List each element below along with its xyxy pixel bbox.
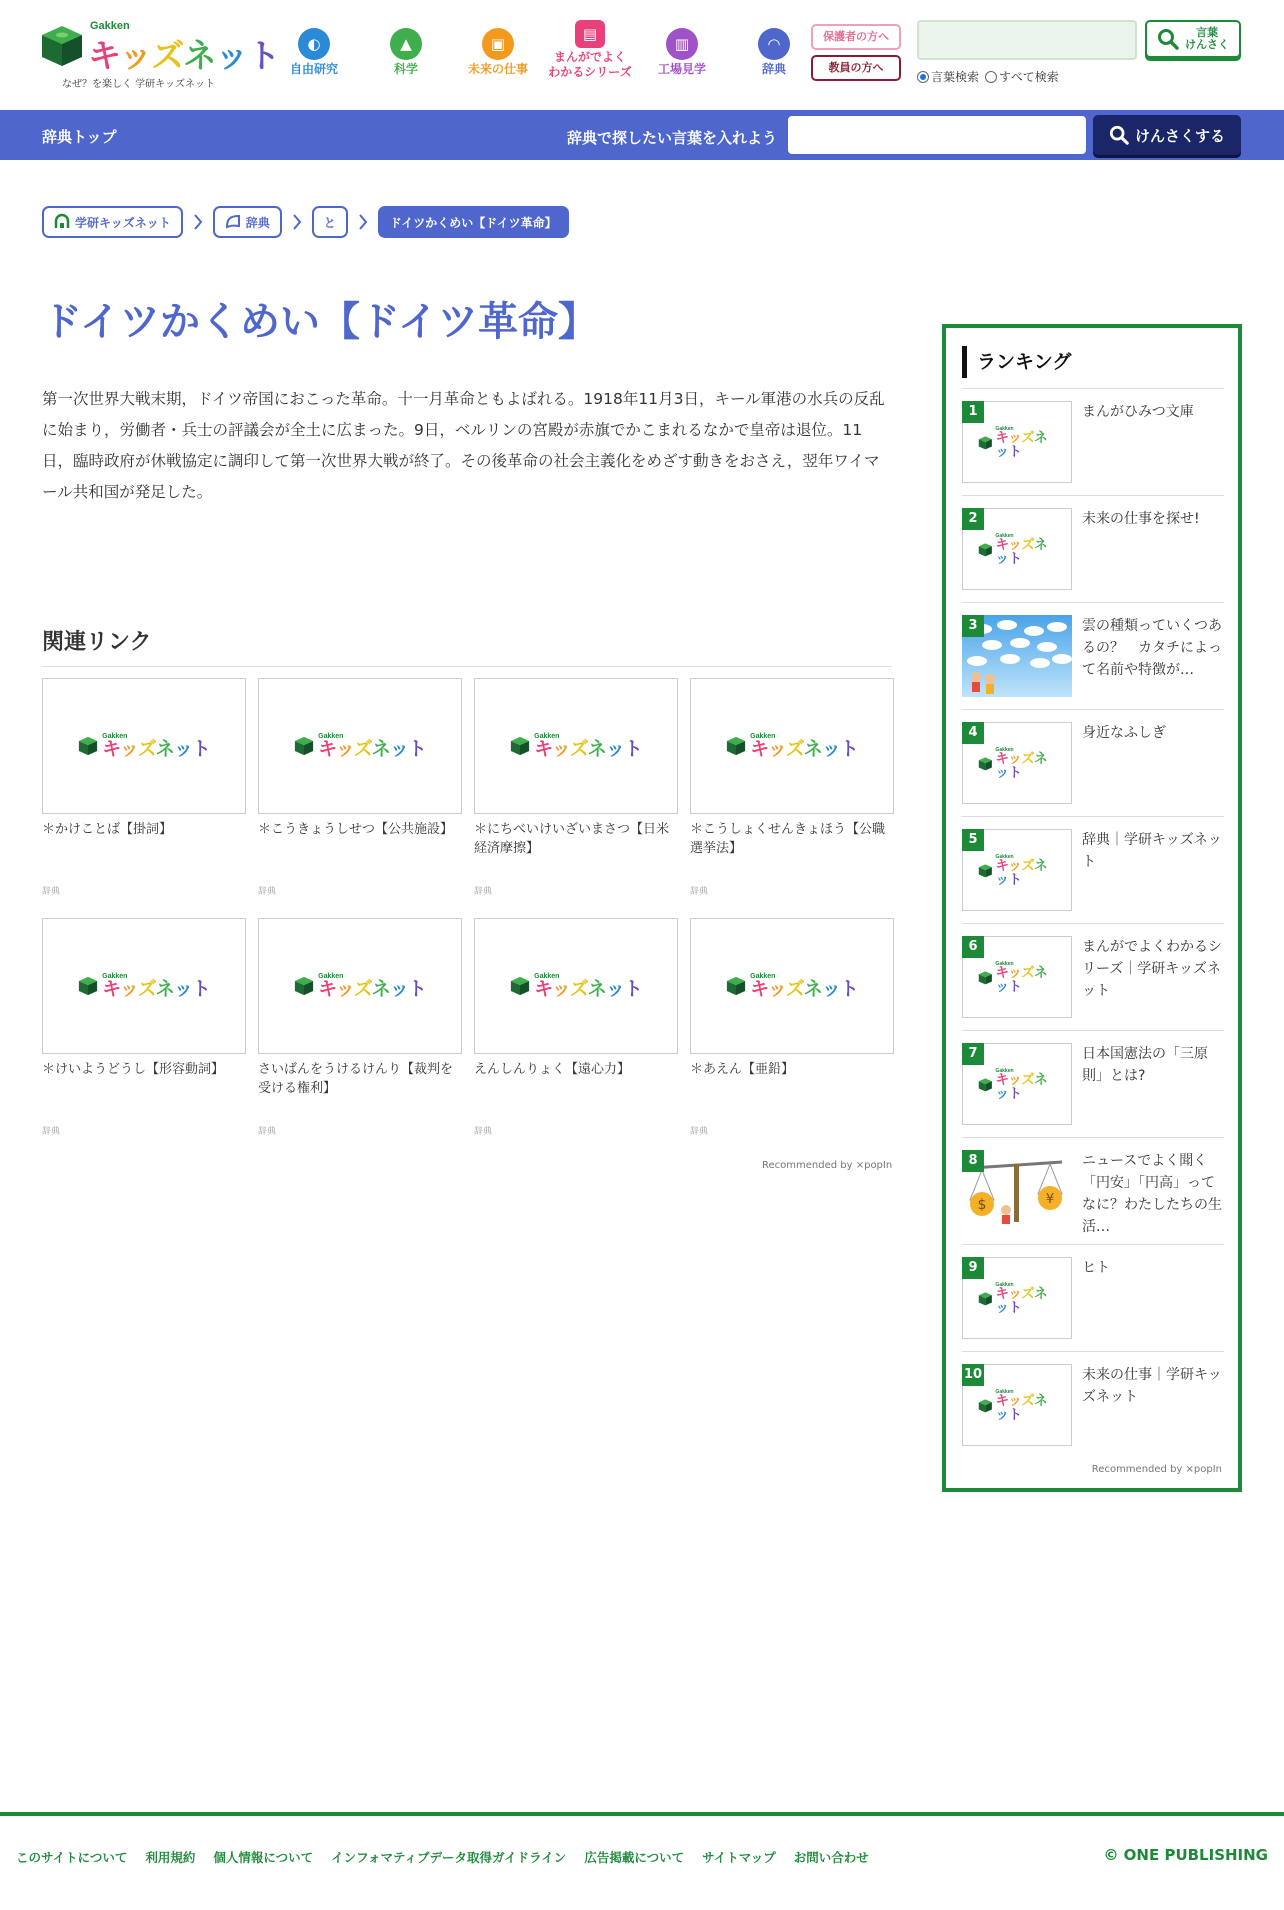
footer-links [16,1848,869,1866]
radio-word-search[interactable]: 言葉検索 [917,68,979,85]
related-link-title: えんしんりょく【遠心力】 [474,1062,631,1077]
related-link-card[interactable] [474,918,678,1140]
ranking-title: ヒト [1082,1260,1110,1276]
ranking-item[interactable] [962,1137,1224,1244]
breadcrumb-dictionary[interactable]: 辞典 [213,206,282,238]
search-icon [1109,125,1129,145]
breadcrumb-letter[interactable]: と [312,206,348,238]
ranking-title: 身近なふしぎ [1082,725,1166,741]
related-link-card[interactable] [42,918,246,1140]
breadcrumb-home[interactable]: 学研キッズネット [42,206,183,238]
dictionary-icon: ◠ [758,28,790,60]
footer-link[interactable]: インフォマティブデータ取得ガイドライン [331,1850,567,1865]
kidsnet-logo-icon: Gakken キッズネット [294,733,426,759]
dictionary-search-bar [0,110,1284,160]
cube-logo-icon [40,24,84,68]
related-link-thumbnail [42,678,246,814]
nav-jiyu-kenkyu[interactable]: ◐ 自由研究 [268,20,360,88]
recommended-by-popin[interactable]: Recommended by ⨯popIn [1091,1464,1222,1475]
related-link-thumbnail [474,918,678,1054]
kidsnet-logo-icon: Gakken キッズネット [978,1068,1056,1100]
kidsnet-logo-icon: Gakken キッズネット [294,973,426,999]
related-link-thumbnail [42,918,246,1054]
search-scope [917,68,1059,85]
related-links-grid [42,678,894,1140]
related-link-card[interactable] [690,678,894,900]
related-link-thumbnail [690,678,894,814]
footer-link[interactable]: 広告掲載について [584,1850,685,1865]
rank-number: 6 [962,936,984,958]
ranking-title: 雲の種類っていくつあるの？ カタチによって名前や特徴が… [1082,618,1222,678]
related-link-category: 辞典 [474,1127,493,1137]
flask-icon: ◐ [298,28,330,60]
related-link-title: ＊あえん【亜鉛】 [690,1062,795,1077]
nav-kojo-kengaku[interactable]: ▥ 工場見学 [636,20,728,88]
kidsnet-logo-icon: Gakken キッズネット [978,533,1056,565]
ranking-item[interactable] [962,495,1224,602]
copyright: © ONE PUBLISHING [1103,1846,1268,1864]
related-link-card[interactable] [474,678,678,900]
rank-number: 3 [962,615,984,637]
dictionary-search-button[interactable]: けんさくする [1093,115,1241,155]
nav-jiten[interactable]: ◠ 辞典 [728,20,820,88]
kidsnet-logo-icon: Gakken キッズネット [978,426,1056,458]
kidsnet-logo-icon: Gakken キッズネット [978,1282,1056,1314]
related-link-thumbnail [258,918,462,1054]
ranking-item[interactable] [962,388,1224,495]
kidsnet-logo-icon: Gakken キッズネット [510,733,642,759]
factory-icon: ▥ [666,28,698,60]
divider [42,666,892,667]
related-link-category: 辞典 [690,1127,709,1137]
kidsnet-logo-icon: Gakken キッズネット [78,733,210,759]
global-nav [268,20,820,88]
related-link-category: 辞典 [258,1127,277,1137]
logo-tagline: なぜ？を楽しく 学研キッズネット [62,79,215,90]
for-parents-button[interactable]: 保護者の方へ [811,24,901,50]
nav-kagaku[interactable]: ▲ 科学 [360,20,452,88]
nav-mirai-shigoto[interactable]: ▣ 未来の仕事 [452,20,544,88]
kidsnet-logo-icon: Gakken キッズネット [726,973,858,999]
rank-number: 2 [962,508,984,530]
related-link-title: ＊こうしょくせんきょほう【公職選挙法】 [690,822,886,856]
for-teachers-button[interactable]: 教員の方へ [811,55,901,81]
footer-divider [0,1812,1284,1816]
svg-text:¥: ¥ [1045,1192,1055,1207]
ranking-item[interactable] [962,602,1224,709]
related-link-card[interactable] [690,918,894,1140]
chevron-right-icon [282,213,312,231]
ranking-title: ニュースでよく聞く「円安」「円高」ってなに？わたしたちの生活… [1082,1153,1222,1235]
related-link-category: 辞典 [690,887,709,897]
home-icon [54,214,70,230]
search-icon [1157,28,1179,50]
dictionary-search-input[interactable] [788,116,1086,154]
ranking-item[interactable] [962,816,1224,923]
kidsnet-logo-icon: Gakken キッズネット [978,961,1056,993]
rank-number: 9 [962,1257,984,1279]
related-link-thumbnail [690,918,894,1054]
related-link-card[interactable] [42,678,246,900]
rank-number: 4 [962,722,984,744]
rank-number: 8 [962,1150,984,1172]
kidsnet-logo-icon: Gakken キッズネット [726,733,858,759]
role-buttons [811,24,901,86]
dictionary-search-prompt: 辞典で探したい言葉を入れよう [567,129,778,147]
kidsnet-logo-icon: Gakken キッズネット [978,854,1056,886]
rank-number: 7 [962,1043,984,1065]
radio-all-search[interactable]: すべて検索 [985,68,1059,85]
related-link-category: 辞典 [42,887,61,897]
ranking-item[interactable] [962,1030,1224,1137]
search-btn-line2: けんさく [1185,38,1229,51]
header-search [917,20,1229,84]
related-link-category: 辞典 [42,1127,61,1137]
rank-number: 1 [962,401,984,423]
kidsnet-logo-icon: Gakken キッズネット [78,973,210,999]
search-btn-line1: 言葉 [1196,26,1218,39]
ranking-item[interactable] [962,1244,1224,1351]
rank-number: 10 [962,1364,984,1386]
dictionary-icon [225,214,241,230]
related-link-card[interactable] [258,918,462,1140]
chevron-right-icon [348,213,378,231]
rank-number: 5 [962,829,984,851]
related-link-title: ＊にちべいけいざいまさつ【日米経済摩擦】 [474,822,670,856]
ranking-title: 未来の仕事｜学研キッズネット [1082,1367,1222,1405]
kidsnet-logo-icon: Gakken キッズネット [978,747,1056,779]
site-logo[interactable] [40,18,280,90]
related-link-category: 辞典 [258,887,277,897]
manga-icon: ▤ [575,20,605,48]
breadcrumb [42,206,569,238]
header-search-input[interactable] [917,20,1137,60]
article-body: 第一次世界大戦末期，ドイツ帝国におこった革命。十一月革命ともよばれる。1918年11月3日，キール軍港の水兵の反乱に始まり，労働者・兵士の評議会が全土に広まった。9日，ベルリンの宮殿が赤旗でかこまれるなかで皇帝は退位。11日，臨時政府が休戦協定に調印して第一次世界大戦が終了。その後革命の社会主義化をめざす動きをおさえ，翌年ワイマール共和国が発足した。 [42,390,885,501]
ranking-list [962,388,1224,1458]
related-link-thumbnail [474,678,678,814]
nav-manga-series[interactable]: ▤ まんがでよく わかるシリーズ [544,20,636,88]
site-header [0,0,1284,110]
ranking-item[interactable] [962,923,1224,1030]
beaker-icon: ▲ [390,28,422,60]
footer-link[interactable]: サイトマップ [702,1850,776,1865]
svg-text:$: $ [977,1197,987,1213]
related-link-card[interactable] [258,678,462,900]
breadcrumb-current: ドイツかくめい【ドイツ革命】 [378,206,569,238]
chevron-right-icon [183,213,213,231]
ranking-panel [942,324,1242,1492]
header-search-button[interactable] [1145,20,1241,58]
dictionary-top-link[interactable]: 辞典トップ [42,128,117,146]
related-link-thumbnail [258,678,462,814]
ranking-item[interactable] [962,709,1224,816]
radio-dot [917,71,929,83]
briefcase-icon: ▣ [482,28,514,60]
kidsnet-logo-icon: Gakken キッズネット [510,973,642,999]
footer-link[interactable]: お問い合わせ [793,1850,869,1865]
related-link-category: 辞典 [474,887,493,897]
related-links-heading: 関連リンク [42,630,152,655]
related-link-title: ＊かけことば【掛詞】 [42,822,173,837]
page-title: ドイツかくめい【ドイツ革命】 [42,299,598,345]
footer-link[interactable]: このサイトについて [16,1850,128,1865]
ranking-title: 未来の仕事を探せ! [1082,511,1200,527]
ranking-heading: ランキング [962,346,1071,378]
kidsnet-logo-icon: Gakken キッズネット [978,1389,1056,1421]
ranking-title: まんがでよくわかるシリーズ｜学研キッズネット [1082,939,1222,999]
related-link-title: ＊けいようどうし【形容動詞】 [42,1062,225,1077]
radio-dot [985,71,997,83]
logo-brand: Gakken [90,20,130,32]
footer-link[interactable]: 利用規約 [145,1850,196,1865]
related-link-title: ＊こうきょうしせつ【公共施設】 [258,822,454,837]
ranking-title: 辞典｜学研キッズネット [1082,832,1222,870]
footer-link[interactable]: 個人情報について [213,1850,314,1865]
ranking-title: まんがひみつ文庫 [1082,404,1194,420]
logo-wordmark: キッズネット [88,36,280,75]
ranking-title: 日本国憲法の「三原則」とは? [1082,1046,1208,1084]
ranking-item[interactable] [962,1351,1224,1458]
related-link-title: さいばんをうけるけんり【裁判を受ける権利】 [258,1062,454,1096]
recommended-by-popin[interactable]: Recommended by ⨯popIn [762,1160,893,1171]
